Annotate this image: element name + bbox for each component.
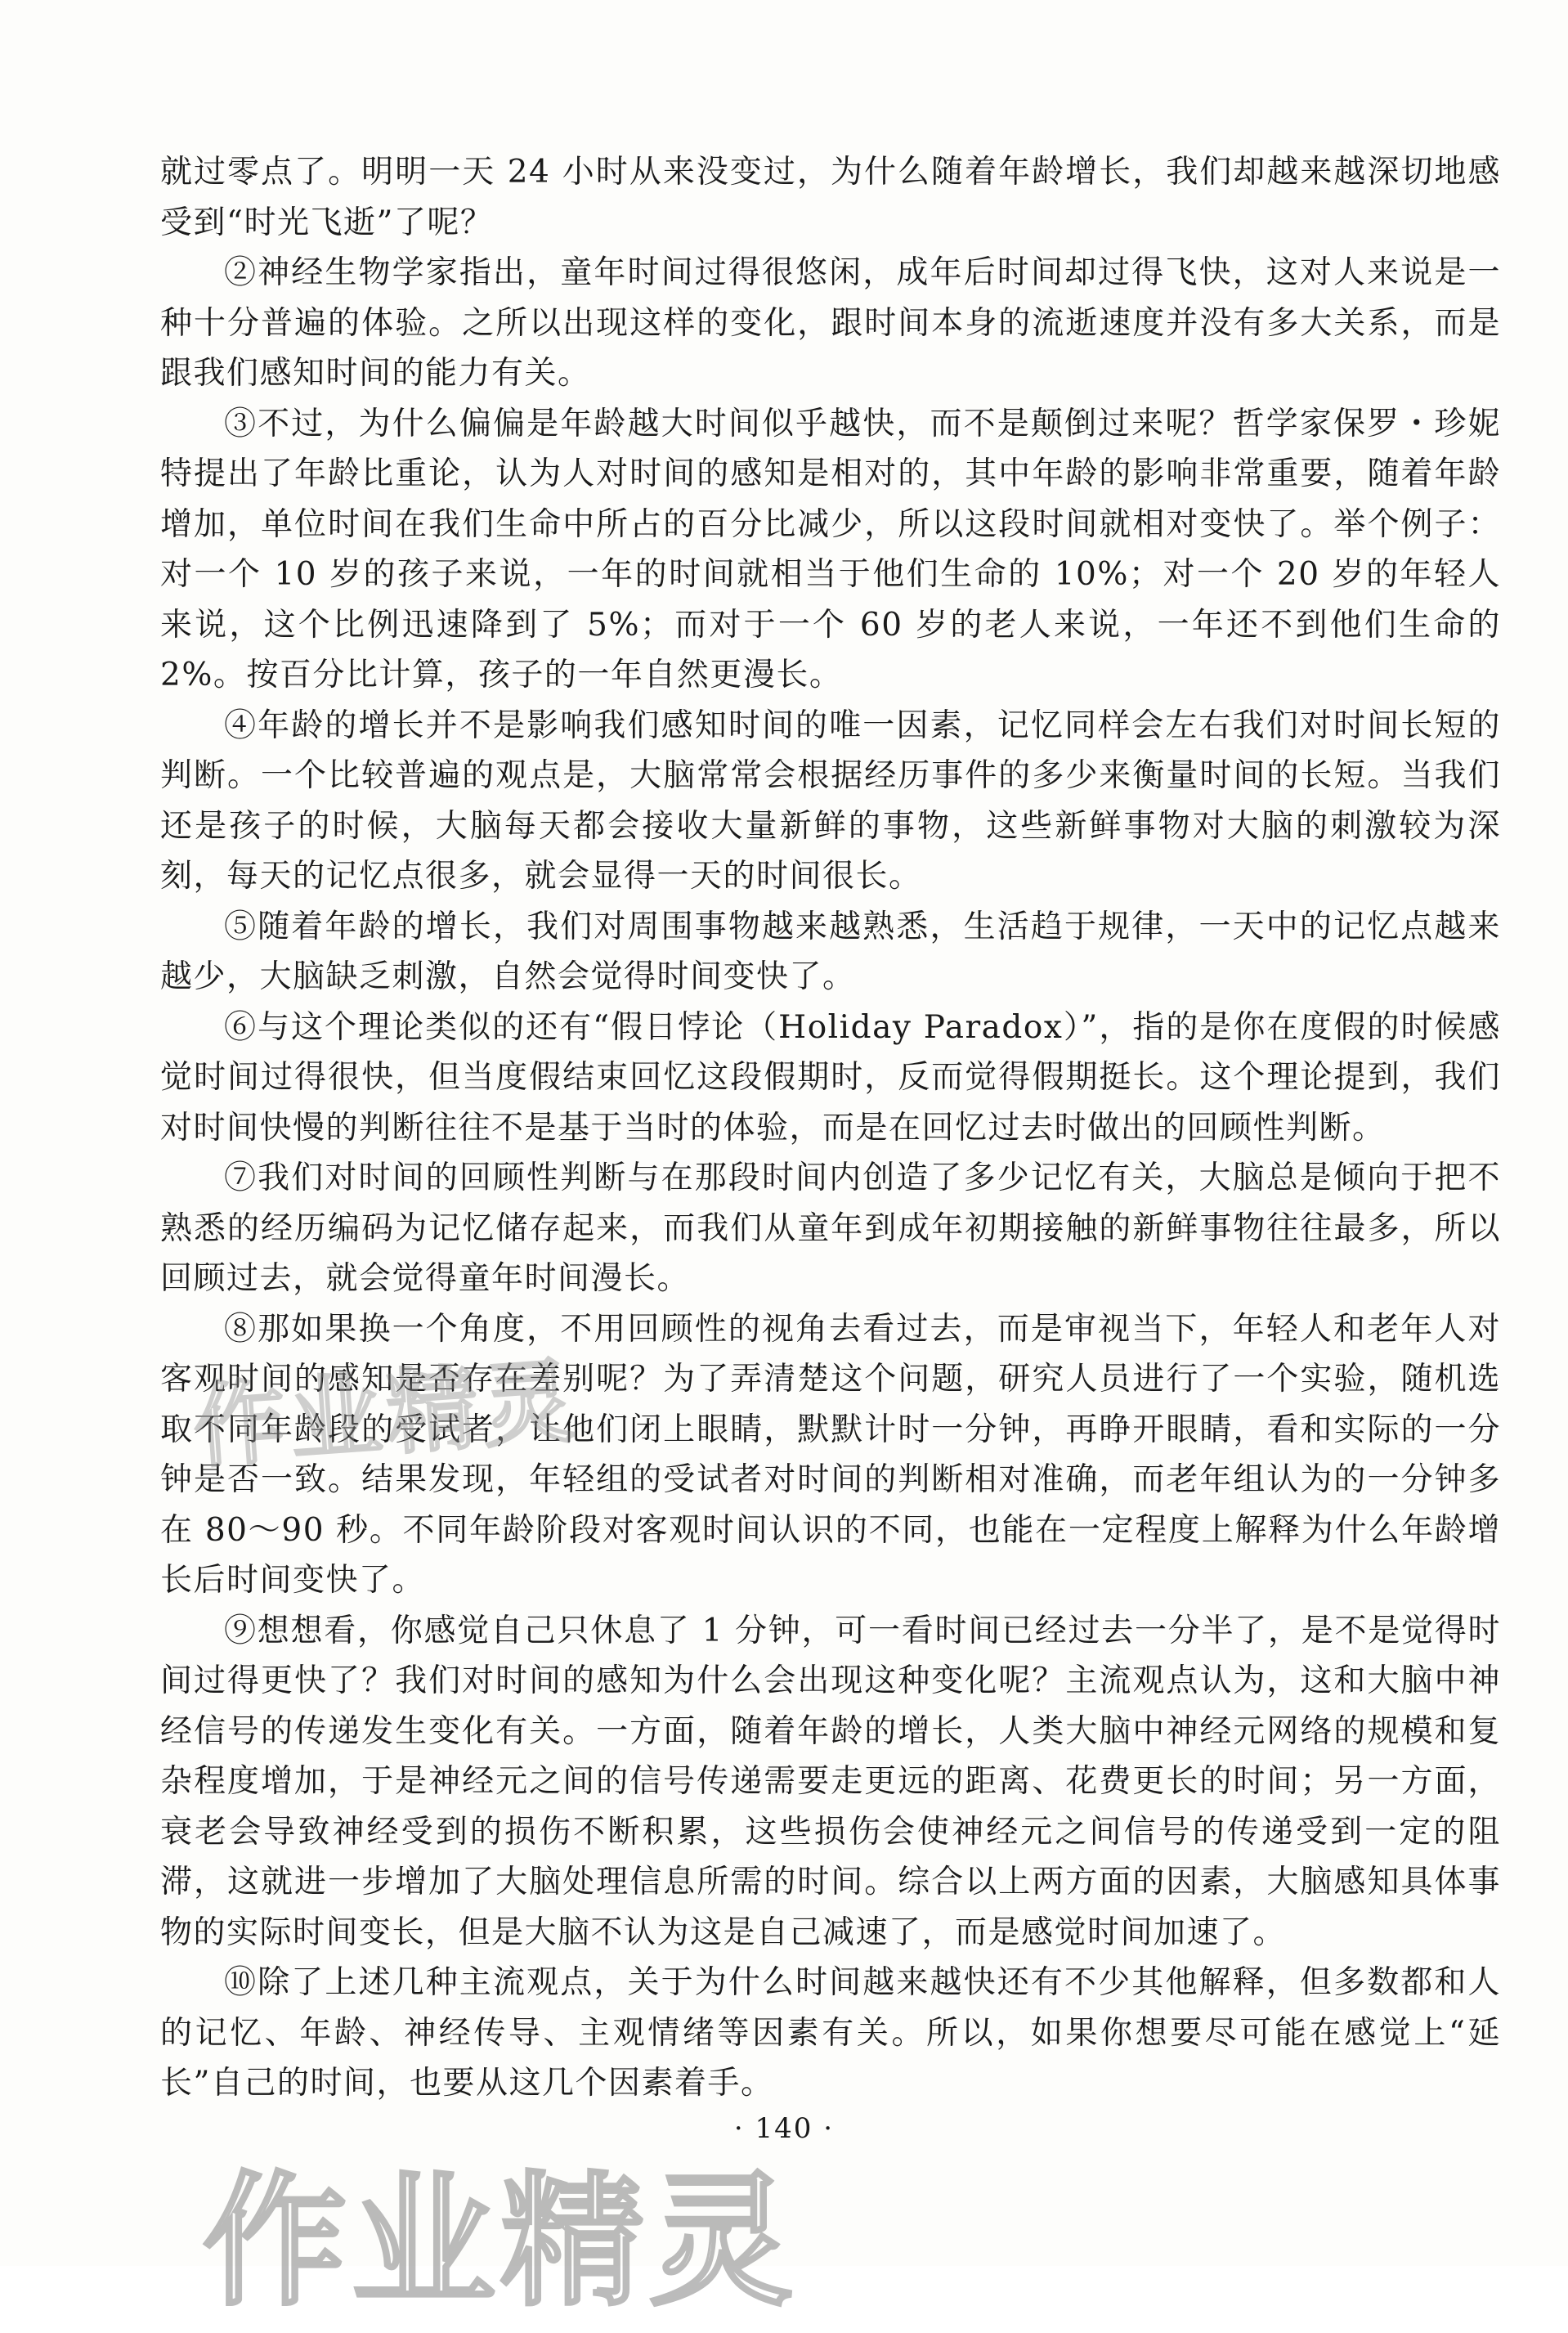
paragraph-5: ⑤随着年龄的增长，我们对周围事物越来越熟悉，生活趋于规律，一天中的记忆点越来越少，大脑缺乏刺激，自然会觉得时间变快了。 xyxy=(160,908,1501,995)
paragraph-2: ②神经生物学家指出，童年时间过得很悠闲，成年后时间却过得飞快，这对人来说是一种十分普遍的体验。之所以出现这样的变化，跟时间本身的流逝速度并没有多大关系，而是跟我们感知时间的能力有关。 xyxy=(160,254,1501,392)
paragraph-6: ⑥与这个理论类似的还有“假日悖论（Holiday Paradox）”，指的是你在度假的时候感觉时间过得很快，但当度假结束回忆这段假期时，反而觉得假期挺长。这个理论提到，我们对时间快慢的判断往往不是基于当时的体验，而是在回忆过去时做出的回顾性判断。 xyxy=(160,1008,1501,1146)
paragraph-7: ⑦我们对时间的回顾性判断与在那段时间内创造了多少记忆有关，大脑总是倾向于把不熟悉的经历编码为记忆储存起来，而我们从童年到成年初期接触的新鲜事物往往最多，所以回顾过去，就会觉得童年时间漫长。 xyxy=(160,1160,1501,1297)
paragraph-3: ③不过，为什么偏偏是年龄越大时间似乎越快，而不是颠倒过来呢？哲学家保罗・珍妮特提出了年龄比重论，认为人对时间的感知是相对的，其中年龄的影响非常重要，随着年龄增加，单位时间在我们生命中所占的百分比减少，所以这段时间就相对变快了。举个例子：对一个 10 岁的孩子来说，一年的时间就相当于他们生命的 10%；对一个 20 岁的年轻人来说，这个比例迅速降到了 5%；而对于一个 60 岁的老人来说，一年还不到他们生命的 2%。按百分比计算，孩子的一年自然更漫长。 xyxy=(160,405,1501,693)
paragraph-4: ④年龄的增长并不是影响我们感知时间的唯一因素，记忆同样会左右我们对时间长短的判断。一个比较普遍的观点是，大脑常常会根据经历事件的多少来衡量时间的长短。当我们还是孩子的时候，大脑每天都会接收大量新鲜的事物，这些新鲜事物对大脑的刺激较为深刻，每天的记忆点很多，就会显得一天的时间很长。 xyxy=(160,707,1501,895)
article-body xyxy=(160,147,1501,2109)
paragraph-10: ⑩除了上述几种主流观点，关于为什么时间越来越快还有不少其他解释，但多数都和人的记忆、年龄、神经传导、主观情绪等因素有关。所以，如果你想要尽可能在感觉上“延长”自己的时间，也要从这几个因素着手。 xyxy=(160,1964,1501,2102)
watermark-logo-middle: 作业精灵 xyxy=(190,1348,583,1482)
page-number: · 140 · xyxy=(733,2112,835,2145)
watermark-logo-bottom: 作业精灵 xyxy=(203,2158,799,2326)
paragraph-1: 就过零点了。明明一天 24 小时从来没变过，为什么随着年龄增长，我们却越来越深切地感受到“时光飞逝”了呢？ xyxy=(160,154,1501,241)
paragraph-8: ⑧那如果换一个角度，不用回顾性的视角去看过去，而是审视当下，年轻人和老年人对客观时间的感知是否存在差别呢？为了弄清楚这个问题，研究人员进行了一个实验，随机选取不同年龄段的受试者，让他们闭上眼睛，默默计时一分钟，再睁开眼睛，看和实际的一分钟是否一致。结果发现，年轻组的受试者对时间的判断相对准确，而老年组认为的一分钟多在 80～90 秒。不同年龄阶段对客观时间认识的不同，也能在一定程度上解释为什么年龄增长后时间变快了。 xyxy=(160,1310,1501,1599)
paragraph-9: ⑨想想看，你感觉自己只休息了 1 分钟，可一看时间已经过去一分半了，是不是觉得时间过得更快了？我们对时间的感知为什么会出现这种变化呢？主流观点认为，这和大脑中神经信号的传递发生变化有关。一方面，随着年龄的增长，人类大脑中神经元网络的规模和复杂程度增加，于是神经元之间的信号传递需要走更远的距离、花费更长的时间；另一方面，衰老会导致神经受到的损伤不断积累，这些损伤会使神经元之间信号的传递受到一定的阻滞，这就进一步增加了大脑处理信息所需的时间。综合以上两方面的因素，大脑感知具体事物的实际时间变长，但是大脑不认为这是自己减速了，而是感觉时间加速了。 xyxy=(160,1612,1501,1951)
